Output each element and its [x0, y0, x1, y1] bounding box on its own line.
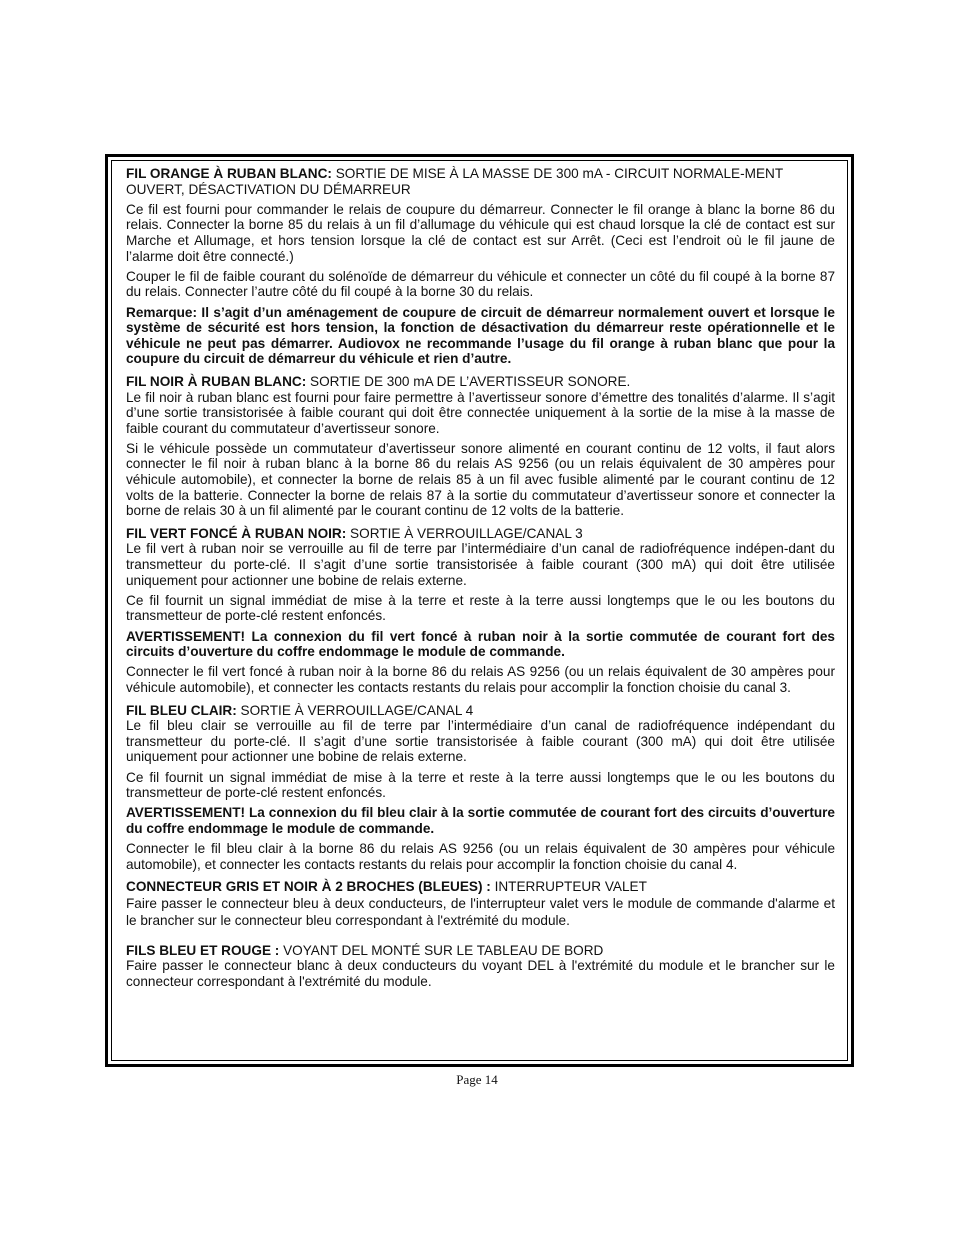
blue-paragraph-3: Connecter le fil bleu clair à la borne 86 du relais AS 9256 (ou un relais équivalent de 30 ampères pour véhicule automobile), et connecter les contacts restants du relais pour accomplir la fonction choisie du canal 4. — [126, 841, 835, 872]
document-body — [126, 166, 835, 994]
led-paragraph-1: Faire passer le connecteur blanc à deux conducteurs du voyant DEL à l'extrémité du module et le brancher sur le connecteur correspondant à l'extrémité du module. — [126, 958, 835, 990]
orange-paragraph-2: Couper le fil de faible courant du solénoïde de démarreur du véhicule et connecter un côté du fil coupé à la borne 87 du relais. Connecter l’autre côté du fil coupé à la borne 30 du relais. — [126, 268, 835, 300]
green-paragraph-3: Connecter le fil vert foncé à ruban noir à la borne 86 du relais AS 9256 (ou un relais équivalent de 30 ampères pour véhicule automobile), et connecter les contacts restants du relais pour accomplir la fonction choisie du canal 3. — [126, 664, 835, 695]
led-title — [126, 943, 835, 959]
blue-warning: AVERTISSEMENT! La connexion du fil bleu clair à la sortie commutée de courant fort des circuits d’ouverture du coffre endommage le module de commande. — [126, 805, 835, 836]
connector-title — [126, 879, 835, 895]
blue-title — [126, 703, 835, 719]
orange-heading: FIL ORANGE À RUBAN BLANC: — [126, 166, 332, 181]
page-number: Page 14 — [456, 1072, 498, 1087]
black-title — [126, 374, 835, 390]
orange-paragraph-1: Ce fil est fourni pour commander le relais de coupure du démarreur. Connecter le fil orange à blanc la borne 86 du relais. Connecter la borne 85 du relais à un fil d’allumage du véhicule qui est chaud lorsque la clé de contact est sur Marche et Allumage, et hors tension lorsque la clé de contact est sur Arrêt. (Ceci est l’endroit où le fil jaune de l’alarme doit être connecté.) — [126, 201, 835, 264]
connector-subtitle: INTERRUPTEUR VALET — [490, 879, 647, 895]
green-subtitle: SORTIE À VERROUILLAGE/CANAL 3 — [346, 525, 583, 541]
green-title — [126, 526, 835, 542]
green-paragraph-2: Ce fil fournit un signal immédiat de mise à la terre et reste à la terre aussi longtemps que le ou les boutons du transmetteur de porte-clé restent enfoncés. — [126, 592, 835, 624]
orange-subtitle: SORTIE DE MISE À LA MASSE DE 300 mA - CIRCUIT NORMALE-MENT OUVERT, DÉSACTIVATION DU DÉMARREUR — [126, 166, 783, 197]
led-subtitle: VOYANT DEL MONTÉ SUR LE TABLEAU DE BORD — [279, 942, 604, 958]
led-heading: FILS BLEU ET ROUGE : — [126, 942, 280, 958]
green-warning: AVERTISSEMENT! La connexion du fil vert foncé à ruban noir à la sortie commutée de courant fort des circuits d’ouverture du coffre endommage le module de commande. — [126, 628, 835, 660]
black-paragraph-2: Si le véhicule possède un commutateur d’avertisseur sonore alimenté en courant continu de 12 volts, il faut alors connecter le fil noir à ruban blanc à la borne 86 du relais AS 9256 (ou un relais équivalent de 30 ampères pour véhicule automobile), et connecter la borne de relais 85 à un fil avec fusible alimenté par le courant continu de 12 volts de la batterie. Connecter la borne de relais 87 à la sortie du commutateur d’avertisseur sonore et connecter la borne de relais 30 à un fil alimenté par le courant continu de 12 volts de la batterie. — [126, 440, 835, 519]
blue-paragraph-2: Ce fil fournit un signal immédiat de mise à la terre et reste à la terre aussi longtemps que le ou les boutons du transmetteur de porte-clé restent enfoncés. — [126, 769, 835, 801]
orange-note: Remarque: Il s’agit d’un aménagement de coupure de circuit de démarreur normalement ouvert et lorsque le système de sécurité est hors tension, la fonction de désactivation du démarreur reste opérationnelle et le véhicule ne peut pas démarrer. Audiovox ne recommande l’usage du fil orange à ruban blanc que pour la coupure du circuit de démarreur du véhicule et rien d’autre. — [126, 304, 835, 367]
blue-paragraph-1: Le fil bleu clair se verrouille au fil de terre par l’intermédiaire d’un canal de radiofréquence indépendant du transmetteur du porte-clé. Il s’agit d’une sortie transistorisée à faible courant (300 mA) qui doit être utilisée uniquement pour actionner une bobine de relais externe. — [126, 718, 835, 765]
connector-paragraph-1: Faire passer le connecteur bleu à deux conducteurs, de l'interrupteur valet vers le module de commande d'alarme et le brancher sur le connecteur bleu correspondant à l'extrémité du module. — [126, 895, 835, 928]
blue-heading: FIL BLEU CLAIR: — [126, 702, 237, 718]
black-paragraph-1: Le fil noir à ruban blanc est fourni pour faire permettre à l’avertisseur sonore d’émettre des tonalités d’alarme. Il s’agit d’une sortie transistorisée à faible courant qui doit être connectée uniquement à la sortie de la mise à la masse de faible courant du commutateur d’avertisseur sonore. — [126, 389, 835, 436]
green-paragraph-1: Le fil vert à ruban noir se verrouille au fil de terre par l’intermédiaire d’un canal de radiofréquence indépen-dant du transmetteur du porte-clé. Il s’agit d’une sortie transistorisée à faible courant (300 mA) qui doit être utilisée uniquement pour actionner une bobine de relais externe. — [126, 541, 835, 588]
connector-heading: CONNECTEUR GRIS ET NOIR À 2 BROCHES (BLEUES) : — [126, 879, 491, 895]
blue-subtitle: SORTIE À VERROUILLAGE/CANAL 4 — [236, 702, 474, 718]
black-subtitle: SORTIE DE 300 mA DE L’AVERTISSEUR SONORE. — [306, 373, 631, 389]
black-heading: FIL NOIR À RUBAN BLANC: — [126, 373, 307, 389]
green-heading: FIL VERT FONCÉ À RUBAN NOIR: — [126, 525, 347, 541]
orange-title — [126, 166, 835, 197]
